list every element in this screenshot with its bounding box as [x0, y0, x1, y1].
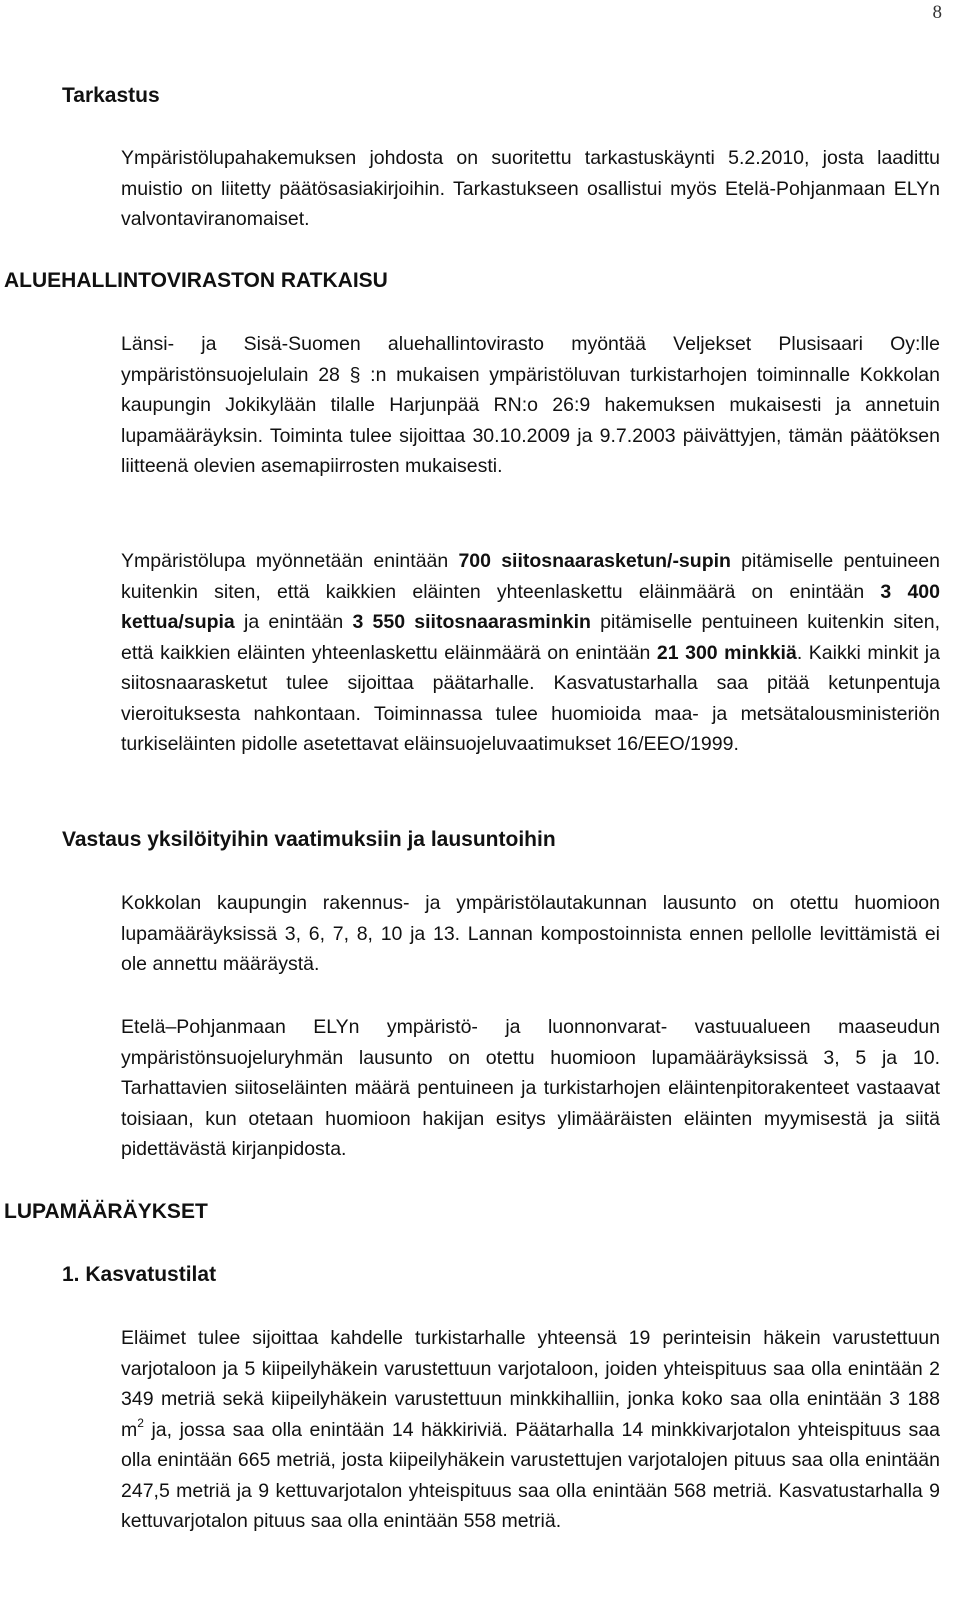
text-run: . Kaikki minkit ja siitosnaarasketut tulee sijoittaa päätarhalle. Kasvatustarhalla saa pitää ketunpentuja vieroituksesta nahkontaan. Toiminnassa tulee huomioida maa- ja metsätalousministeriön turkiseläinten pidolle asetettavat eläinsuojeluvaatimukset 16/EEO/1999. [121, 641, 940, 755]
subheading-kasvatustilat: 1. Kasvatustilat [62, 1263, 217, 1286]
paragraph-ratkaisu-permit: Länsi- ja Sisä-Suomen aluehallintovirasto myöntää Veljekset Plusisaari Oy:lle ympäristönsuojelulain 28 § :n mukaisen ympäristöluvan turkistarhojen toiminnalle Kokkolan kaupungin Jokikylään tilalle Harjunpää RN:o 26:9 hakemuksen mukaisesti ja annetuin lupamääräyksin. Toiminta tulee sijoittaa 30.10.2009 ja 9.7.2003 päivättyjen, tämän päätöksen liitteenä olevien asemapiirrosten mukaisesti. [121, 333, 940, 477]
heading-lupamaaraykset: LUPAMÄÄRÄYKSET [4, 1200, 208, 1223]
bold-value: 3 400 kettua/supia [121, 580, 940, 633]
paragraph-kasvatustilat [121, 1323, 940, 1537]
heading-vastaus: Vastaus yksilöityihin vaatimuksiin ja lausuntoihin [62, 828, 556, 851]
paragraph-vastaus-ely: Etelä–Pohjanmaan ELYn ympäristö- ja luonnonvarat- vastuualueen maaseudun ympäristönsuojeluryhmän lausunto on otettu huomioon lupamääräyksissä 3, 5 ja 10. Tarhattavien siitoseläinten määrä pentuineen ja turkistarhojen eläintenpitorakenteet vastaavat toisiaan, kun otetaan huomioon hakijan esitys ylimääräisten eläinten myymisestä ja siitä pidettävästä kirjanpidosta. [121, 1016, 940, 1160]
page-number: 8 [932, 2, 942, 23]
paragraph-ratkaisu-animals [121, 546, 940, 760]
paragraph-vastaus-kokkola: Kokkolan kaupungin rakennus- ja ympäristölautakunnan lausunto on otettu huomioon lupamääräyksissä 3, 6, 7, 8, 10 ja 13. Lannan kompostoinnista ennen pellolle levittämistä ei ole annettu määräystä. [121, 892, 940, 975]
heading-tarkastus: Tarkastus [62, 84, 160, 107]
bold-value: 21 300 minkkiä [656, 641, 797, 664]
text-run: pitämiselle pentuineen kuitenkin siten, että kaikkien eläinten yhteenlaskettu eläinmäärä on enintään [121, 550, 941, 603]
text-run: ja, jossa saa olla enintään 14 häkkiriviä. Päätarhalla 14 minkkivarjotalon yhteispituus saa olla enintään 665 metriä, josta kiipeilyhäkein varustettujen varjotalojen pituus saa olla enintään 247,5 metriä ja 9 kettuvarjotalon yhteispituus saa olla enintään 568 metriä. Kasvatustarhalla 9 kettuvarjotalon pituus saa olla enintään 558 metriä. [121, 1418, 940, 1532]
superscript: 2 [137, 1415, 144, 1430]
bold-value: 700 siitosnaarasketun/-supin [458, 550, 731, 572]
bold-value: 3 550 siitosnaarasminkin [352, 611, 591, 633]
heading-ratkaisu: ALUEHALLINTOVIRASTON RATKAISU [4, 269, 388, 292]
text-run: Ympäristölupa myönnetään enintään [121, 550, 459, 572]
text-run: ja enintään [234, 611, 353, 633]
text-run: Eläimet tulee sijoittaa kahdelle turkistarhalle yhteensä 19 perinteisin häkein varustettuun varjotaloon ja 5 kiipeilyhäkein varustettuun varjotaloon, joiden yhteispituus saa olla enintään 2 349 metriä sekä kiipeilyhäkein varustettuun minkkihalliin, jonka koko saa olla enintään 3 188 m [121, 1327, 940, 1441]
text-run: pitämiselle pentuineen kuitenkin siten, että kaikkien eläinten yhteenlaskettu eläinmäärä on enintään [121, 611, 940, 664]
paragraph-tarkastus: Ympäristölupahakemuksen johdosta on suoritettu tarkastuskäynti 5.2.2010, josta laadittu muistio on liitetty päätösasiakirjoihin. Tarkastukseen osallistui myös Etelä-Pohjanmaan ELYn valvontaviranomaiset. [121, 147, 940, 230]
